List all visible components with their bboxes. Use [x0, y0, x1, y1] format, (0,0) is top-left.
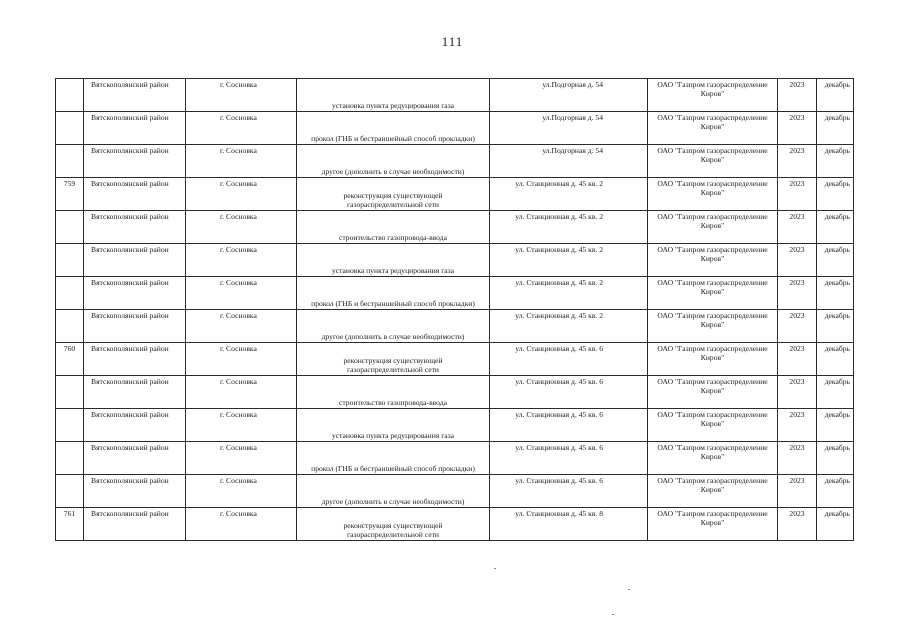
row-number-text	[56, 475, 83, 476]
district-cell	[84, 343, 186, 376]
address-text: ул. Станционная д. 45 кв. 6	[515, 443, 603, 452]
address-text: ул. Станционная д. 45 кв. 2	[515, 311, 603, 320]
locality-text: г. Сосновка	[220, 443, 257, 452]
district-text: Вятскополянский район	[91, 509, 169, 518]
row-number-cell	[56, 178, 84, 211]
month-text: декабрь	[824, 113, 850, 122]
locality-text: г. Сосновка	[220, 212, 257, 221]
year-text: 2023	[789, 278, 805, 287]
row-number-text	[56, 211, 83, 212]
row-number-text	[56, 277, 83, 278]
district-text: Вятскополянский район	[91, 113, 169, 122]
month-cell	[817, 343, 854, 376]
row-number-text	[56, 442, 83, 443]
row-number-cell	[56, 508, 84, 541]
district-cell	[84, 409, 186, 442]
organization-cell	[648, 508, 778, 541]
work-type-cell	[297, 145, 490, 178]
work-type-text: другое (дополнить в случае необходимости)	[321, 497, 465, 506]
row-number-cell	[56, 409, 84, 442]
locality-cell	[186, 112, 297, 145]
organization-text: ОАО "Газпром газораспределение Киров"	[657, 443, 768, 461]
locality-cell	[186, 508, 297, 541]
district-text: Вятскополянский район	[91, 146, 169, 155]
address-cell	[490, 475, 648, 508]
district-cell	[84, 475, 186, 508]
year-cell	[778, 310, 817, 343]
row-number-text	[56, 244, 83, 245]
month-cell	[817, 277, 854, 310]
organization-text: ОАО "Газпром газораспределение Киров"	[657, 212, 768, 230]
year-text: 2023	[789, 146, 805, 155]
table-body	[56, 79, 854, 541]
year-cell	[778, 376, 817, 409]
month-cell	[817, 310, 854, 343]
locality-cell	[186, 343, 297, 376]
organization-text: ОАО "Газпром газораспределение Киров"	[657, 245, 768, 263]
address-text: ул. Станционная д. 45 кв. 8	[515, 509, 603, 518]
table-row	[56, 277, 854, 310]
locality-text: г. Сосновка	[220, 113, 257, 122]
district-text: Вятскополянский район	[91, 245, 169, 254]
work-type-cell	[297, 442, 490, 475]
row-number-text	[56, 112, 83, 113]
locality-cell	[186, 442, 297, 475]
work-type-text: другое (дополнить в случае необходимости)	[321, 332, 465, 341]
locality-text: г. Сосновка	[220, 410, 257, 419]
address-cell	[490, 409, 648, 442]
locality-text: г. Сосновка	[220, 311, 257, 320]
district-cell	[84, 178, 186, 211]
address-cell	[490, 310, 648, 343]
locality-cell	[186, 475, 297, 508]
table-row	[56, 409, 854, 442]
row-number-cell	[56, 376, 84, 409]
month-cell	[817, 508, 854, 541]
table-row	[56, 244, 854, 277]
year-cell	[778, 409, 817, 442]
year-cell	[778, 442, 817, 475]
month-text: декабрь	[824, 146, 850, 155]
table-row	[56, 475, 854, 508]
month-text: декабрь	[824, 377, 850, 386]
month-text: декабрь	[824, 509, 850, 518]
address-text: ул.Подгорная д. 54	[542, 113, 603, 122]
month-text: декабрь	[824, 311, 850, 320]
district-text: Вятскополянский район	[91, 476, 169, 485]
row-number-cell	[56, 310, 84, 343]
month-text: декабрь	[824, 80, 850, 89]
organization-cell	[648, 145, 778, 178]
address-cell	[490, 79, 648, 112]
locality-cell	[186, 244, 297, 277]
month-cell	[817, 112, 854, 145]
year-cell	[778, 178, 817, 211]
organization-cell	[648, 79, 778, 112]
table-row	[56, 376, 854, 409]
table-row	[56, 178, 854, 211]
year-cell	[778, 508, 817, 541]
year-cell	[778, 244, 817, 277]
organization-cell	[648, 442, 778, 475]
locality-text: г. Сосновка	[220, 80, 257, 89]
year-cell	[778, 475, 817, 508]
month-cell	[817, 244, 854, 277]
address-text: ул. Станционная д. 45 кв. 6	[515, 377, 603, 386]
organization-cell	[648, 211, 778, 244]
locality-text: г. Сосновка	[220, 179, 257, 188]
district-text: Вятскополянский район	[91, 80, 169, 89]
month-text: декабрь	[824, 476, 850, 485]
address-cell	[490, 244, 648, 277]
locality-cell	[186, 376, 297, 409]
year-text: 2023	[789, 476, 805, 485]
address-cell	[490, 145, 648, 178]
row-number-cell	[56, 343, 84, 376]
month-cell	[817, 79, 854, 112]
work-type-text: строительство газопровода-ввода	[339, 233, 447, 242]
month-text: декабрь	[824, 443, 850, 452]
locality-cell	[186, 277, 297, 310]
month-text: декабрь	[824, 245, 850, 254]
address-text: ул. Станционная д. 45 кв. 6	[515, 410, 603, 419]
year-cell	[778, 145, 817, 178]
work-type-text: установка пункта редуцирования газа	[331, 101, 455, 110]
work-type-text: прокол (ГНБ и бестраншейный способ прокладки)	[311, 134, 475, 143]
row-number-text: 761	[63, 509, 76, 518]
month-text: декабрь	[824, 179, 850, 188]
work-type-text: реконструкция существующей газораспределительной сети	[343, 521, 443, 539]
table-row	[56, 310, 854, 343]
work-type-text: строительство газопровода-ввода	[339, 398, 447, 407]
work-type-text: прокол (ГНБ и бестраншейный способ прокладки)	[311, 464, 475, 473]
year-text: 2023	[789, 377, 805, 386]
gasification-plan-table	[55, 78, 854, 541]
district-cell	[84, 244, 186, 277]
work-type-text: прокол (ГНБ и бестраншейный способ прокладки)	[311, 299, 475, 308]
year-text: 2023	[789, 212, 805, 221]
row-number-text	[56, 79, 83, 80]
month-text: декабрь	[824, 212, 850, 221]
month-cell	[817, 442, 854, 475]
locality-text: г. Сосновка	[220, 377, 257, 386]
row-number-text	[56, 310, 83, 311]
work-type-cell	[297, 310, 490, 343]
year-cell	[778, 79, 817, 112]
row-number-text	[56, 145, 83, 146]
organization-cell	[648, 475, 778, 508]
month-cell	[817, 178, 854, 211]
month-text: декабрь	[824, 344, 850, 353]
organization-text: ОАО "Газпром газораспределение Киров"	[657, 113, 768, 131]
locality-cell	[186, 178, 297, 211]
work-type-text: реконструкция существующей газораспределительной сети	[343, 191, 443, 209]
table-row	[56, 112, 854, 145]
address-text: ул. Станционная д. 45 кв. 2	[515, 245, 603, 254]
work-type-cell	[297, 508, 490, 541]
organization-text: ОАО "Газпром газораспределение Киров"	[657, 179, 768, 197]
address-cell	[490, 211, 648, 244]
work-type-cell	[297, 409, 490, 442]
district-cell	[84, 376, 186, 409]
address-cell	[490, 277, 648, 310]
address-cell	[490, 508, 648, 541]
organization-text: ОАО "Газпром газораспределение Киров"	[657, 344, 768, 362]
locality-text: г. Сосновка	[220, 509, 257, 518]
table-row	[56, 145, 854, 178]
district-cell	[84, 211, 186, 244]
district-text: Вятскополянский район	[91, 278, 169, 287]
organization-cell	[648, 310, 778, 343]
year-text: 2023	[789, 443, 805, 452]
row-number-cell	[56, 244, 84, 277]
address-text: ул. Станционная д. 45 кв. 6	[515, 344, 603, 353]
organization-cell	[648, 277, 778, 310]
district-cell	[84, 112, 186, 145]
year-text: 2023	[789, 311, 805, 320]
address-cell	[490, 178, 648, 211]
table-row	[56, 211, 854, 244]
work-type-cell	[297, 475, 490, 508]
locality-cell	[186, 409, 297, 442]
row-number-cell	[56, 145, 84, 178]
year-text: 2023	[789, 410, 805, 419]
locality-cell	[186, 211, 297, 244]
organization-text: ОАО "Газпром газораспределение Киров"	[657, 509, 768, 527]
table-row	[56, 442, 854, 475]
work-type-cell	[297, 277, 490, 310]
work-type-text: установка пункта редуцирования газа	[331, 266, 455, 275]
page-number: 111	[441, 34, 464, 49]
work-type-cell	[297, 79, 490, 112]
month-cell	[817, 211, 854, 244]
year-text: 2023	[789, 80, 805, 89]
organization-text: ОАО "Газпром газораспределение Киров"	[657, 146, 768, 164]
year-cell	[778, 211, 817, 244]
year-cell	[778, 343, 817, 376]
locality-text: г. Сосновка	[220, 245, 257, 254]
organization-text: ОАО "Газпром газораспределение Киров"	[657, 476, 768, 494]
district-cell	[84, 508, 186, 541]
row-number-text	[56, 409, 83, 410]
work-type-text: реконструкция существующей газораспределительной сети	[343, 356, 443, 374]
year-text: 2023	[789, 509, 805, 518]
address-text: ул. Станционная д. 45 кв. 6	[515, 476, 603, 485]
address-text: ул. Станционная д. 45 кв. 2	[515, 179, 603, 188]
district-text: Вятскополянский район	[91, 443, 169, 452]
row-number-cell	[56, 211, 84, 244]
row-number-cell	[56, 79, 84, 112]
row-number-cell	[56, 475, 84, 508]
year-cell	[778, 112, 817, 145]
district-text: Вятскополянский район	[91, 410, 169, 419]
organization-text: ОАО "Газпром газораспределение Киров"	[657, 311, 768, 329]
month-cell	[817, 475, 854, 508]
year-text: 2023	[789, 113, 805, 122]
district-text: Вятскополянский район	[91, 212, 169, 221]
work-type-cell	[297, 211, 490, 244]
organization-cell	[648, 376, 778, 409]
row-number-text	[56, 376, 83, 377]
locality-text: г. Сосновка	[220, 344, 257, 353]
locality-text: г. Сосновка	[220, 278, 257, 287]
district-cell	[84, 310, 186, 343]
district-cell	[84, 277, 186, 310]
row-number-cell	[56, 277, 84, 310]
organization-text: ОАО "Газпром газораспределение Киров"	[657, 377, 768, 395]
work-type-text: установка пункта редуцирования газа	[331, 431, 455, 440]
address-text: ул. Станционная д. 45 кв. 2	[515, 278, 603, 287]
year-text: 2023	[789, 344, 805, 353]
table-row	[56, 79, 854, 112]
locality-cell	[186, 79, 297, 112]
work-type-cell	[297, 376, 490, 409]
row-number-text: 759	[63, 179, 76, 188]
work-type-cell	[297, 343, 490, 376]
locality-text: г. Сосновка	[220, 476, 257, 485]
year-text: 2023	[789, 179, 805, 188]
row-number-text: 760	[63, 344, 76, 353]
address-text: ул.Подгорная д. 54	[542, 80, 603, 89]
address-cell	[490, 376, 648, 409]
district-text: Вятскополянский район	[91, 311, 169, 320]
district-cell	[84, 79, 186, 112]
address-cell	[490, 442, 648, 475]
month-text: декабрь	[824, 278, 850, 287]
locality-cell	[186, 145, 297, 178]
address-text: ул. Станционная д. 45 кв. 2	[515, 212, 603, 221]
table-row	[56, 343, 854, 376]
organization-cell	[648, 244, 778, 277]
district-cell	[84, 145, 186, 178]
locality-text: г. Сосновка	[220, 146, 257, 155]
locality-cell	[186, 310, 297, 343]
organization-text: ОАО "Газпром газораспределение Киров"	[657, 410, 768, 428]
organization-cell	[648, 409, 778, 442]
district-text: Вятскополянский район	[91, 344, 169, 353]
organization-text: ОАО "Газпром газораспределение Киров"	[657, 278, 768, 296]
district-text: Вятскополянский район	[91, 377, 169, 386]
month-cell	[817, 409, 854, 442]
work-type-text: другое (дополнить в случае необходимости)	[321, 167, 465, 176]
row-number-cell	[56, 112, 84, 145]
organization-text: ОАО "Газпром газораспределение Киров"	[657, 80, 768, 98]
organization-cell	[648, 112, 778, 145]
organization-cell	[648, 178, 778, 211]
address-cell	[490, 343, 648, 376]
month-text: декабрь	[824, 410, 850, 419]
work-type-cell	[297, 112, 490, 145]
district-text: Вятскополянский район	[91, 179, 169, 188]
district-cell	[84, 442, 186, 475]
year-cell	[778, 277, 817, 310]
year-text: 2023	[789, 245, 805, 254]
work-type-cell	[297, 244, 490, 277]
table-row	[56, 508, 854, 541]
work-type-cell	[297, 178, 490, 211]
address-text: ул.Подгорная д. 54	[542, 146, 603, 155]
address-cell	[490, 112, 648, 145]
month-cell	[817, 376, 854, 409]
row-number-cell	[56, 442, 84, 475]
month-cell	[817, 145, 854, 178]
organization-cell	[648, 343, 778, 376]
